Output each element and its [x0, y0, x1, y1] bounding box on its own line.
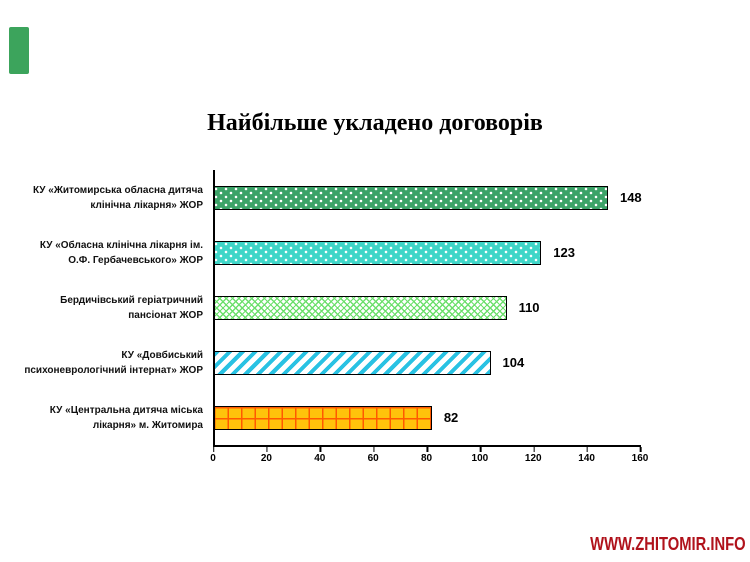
category-label-line: КУ «Довбиський [121, 349, 203, 361]
value-label: 110 [518, 300, 540, 315]
bar [213, 186, 608, 210]
plot-row [213, 406, 640, 430]
category-label-line: лікарня» м. Житомира [92, 419, 203, 431]
bar [213, 406, 432, 430]
plot-row [213, 241, 640, 265]
category-label-line: пансіонат ЖОР [128, 309, 203, 321]
bar [213, 241, 541, 265]
category-label [0, 403, 213, 433]
value-label: 123 [553, 245, 575, 260]
site-watermark: WWW.ZHITOMIR.INFO [590, 534, 746, 554]
site-logo-green-square [9, 27, 29, 74]
plot-row [213, 351, 640, 375]
category-label-line: Бердичівський геріатричний [60, 294, 203, 306]
bar [213, 296, 507, 320]
y-axis-line [213, 170, 215, 447]
bar-rows [0, 170, 750, 445]
chart-title: Найбільше укладено договорів [207, 110, 543, 136]
category-label-line: КУ «Житомирська обласна дитяча [32, 184, 203, 196]
value-label: 104 [502, 355, 525, 370]
x-tick-label: 60 [367, 453, 379, 464]
x-tick-label: 120 [524, 453, 542, 464]
value-label: 148 [619, 190, 642, 205]
category-label-line: психоневрологічний інтернат» ЖОР [24, 364, 203, 376]
bar-row [0, 335, 750, 390]
x-tick-label: 100 [471, 453, 489, 464]
bar-row [0, 170, 750, 225]
bar-row [0, 390, 750, 445]
plot-row [213, 186, 640, 210]
x-tick-label: 0 [210, 453, 216, 464]
category-label-line: КУ «Центральна дитяча міська [49, 404, 203, 416]
bar-row [0, 280, 750, 335]
x-tick-label: 140 [578, 453, 595, 464]
category-label [0, 183, 213, 213]
x-tick-label: 80 [420, 453, 433, 464]
x-tick-label: 40 [314, 453, 326, 464]
category-label-line: КУ «Обласна клінічна лікарня ім. [39, 239, 203, 251]
plot-row [213, 296, 640, 320]
category-label [0, 238, 213, 268]
bar [213, 351, 491, 375]
x-tick-label: 20 [260, 453, 272, 464]
category-label [0, 293, 213, 323]
bar-row [0, 225, 750, 280]
x-tick-label: 160 [631, 453, 649, 464]
x-axis-ticks [210, 447, 649, 467]
value-label: 82 [443, 410, 459, 425]
category-label-line: клінічна лікарня» ЖОР [90, 199, 203, 211]
category-label [0, 348, 213, 378]
category-label-line: О.Ф. Гербачевського» ЖОР [68, 254, 203, 266]
